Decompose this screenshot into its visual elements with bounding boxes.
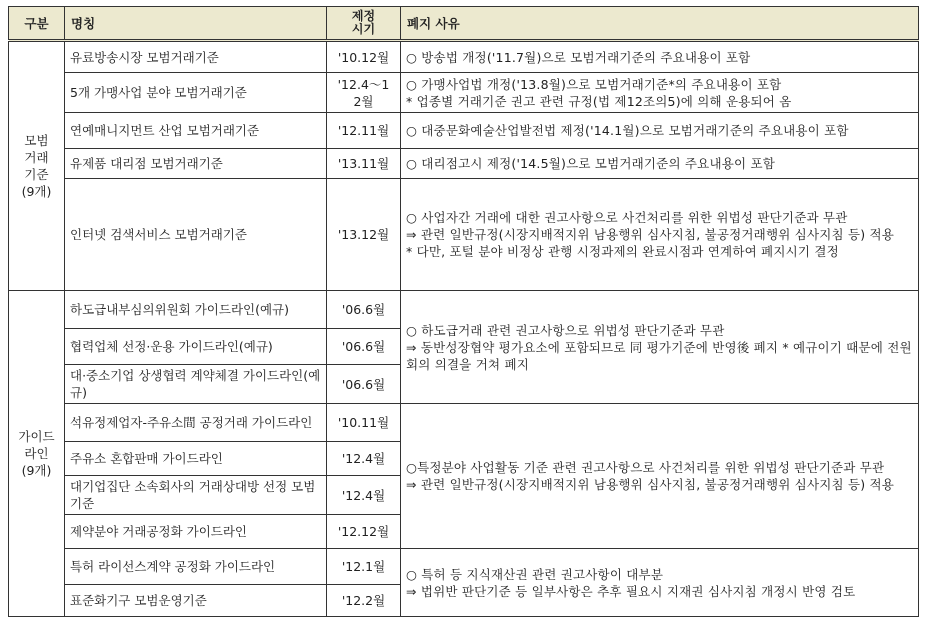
name-cell: 제약분야 거래공정화 가이드라인 — [65, 515, 327, 549]
table-row — [9, 149, 919, 179]
table-row — [9, 404, 919, 442]
date-cell: '06.6월 — [327, 291, 401, 329]
date-cell: '10.11월 — [327, 404, 401, 442]
name-cell: 석유정제업자-주유소間 공정거래 가이드라인 — [65, 404, 327, 442]
date-cell: '13.11월 — [327, 149, 401, 179]
table-row — [9, 549, 919, 585]
date-cell: '12.4～1 2월 — [327, 73, 401, 113]
abolished-standards-table — [8, 6, 919, 617]
reason-cell: ○ 대중문화예술산업발전법 제정('14.1월)으로 모범거래기준의 주요내용이 포함 — [401, 113, 919, 149]
category-cell: 가이드 라인 (9개) — [9, 291, 65, 617]
table-row — [9, 41, 919, 73]
table-row — [9, 179, 919, 291]
date-cell: '12.4월 — [327, 442, 401, 476]
reason-cell: ○ 가맹사업법 개정('13.8월)으로 모범거래기준*의 주요내용이 포함 * 업종별 거래기준 권고 관련 규정(법 제12조의5)에 의해 운용되어 옴 — [401, 73, 919, 113]
name-cell: 인터넷 검색서비스 모범거래기준 — [65, 179, 327, 291]
table-row — [9, 113, 919, 149]
name-cell: 대기업집단 소속회사의 거래상대방 선정 모범기준 — [65, 476, 327, 515]
date-cell: '06.6월 — [327, 365, 401, 404]
reason-cell: ○ 사업자간 거래에 대한 권고사항으로 사건처리를 위한 위법성 판단기준과 무관 ⇒ 관련 일반규정(시장지배적지위 남용행위 심사지침, 불공정거래행위 심사지침 등) 적용 * 다만, 포털 분야 비정상 관행 시정과제의 완료시점과 연계하여 폐지시기 결정 — [401, 179, 919, 291]
header-name: 명칭 — [65, 7, 327, 41]
name-cell: 협력업체 선정·운용 가이드라인(예규) — [65, 329, 327, 365]
date-cell: '12.4월 — [327, 476, 401, 515]
name-cell: 대·중소기업 상생협력 계약체결 가이드라인(예규) — [65, 365, 327, 404]
name-cell: 특허 라이선스계약 공정화 가이드라인 — [65, 549, 327, 585]
name-cell: 연예매니지먼트 산업 모범거래기준 — [65, 113, 327, 149]
date-cell: '12.2월 — [327, 585, 401, 617]
reason-cell: ○ 방송법 개정('11.7월)으로 모범거래기준의 주요내용이 포함 — [401, 41, 919, 73]
name-cell: 표준화기구 모범운영기준 — [65, 585, 327, 617]
reason-cell: ○ 대리점고시 제정('14.5월)으로 모범거래기준의 주요내용이 포함 — [401, 149, 919, 179]
date-cell: '10.12월 — [327, 41, 401, 73]
table-row — [9, 291, 919, 329]
header-category: 구분 — [9, 7, 65, 41]
header-reason: 폐지 사유 — [401, 7, 919, 41]
name-cell: 유료방송시장 모범거래기준 — [65, 41, 327, 73]
table-row — [9, 73, 919, 113]
header-date: 제정 시기 — [327, 7, 401, 41]
name-cell: 주유소 혼합판매 가이드라인 — [65, 442, 327, 476]
reason-cell: ○특정분야 사업활동 기준 관련 권고사항으로 사건처리를 위한 위법성 판단기준과 무관 ⇒ 관련 일반규정(시장지배적지위 남용행위 심사지침, 불공정거래행위 심사지침 등) 적용 — [401, 404, 919, 549]
name-cell: 하도급내부심의위원회 가이드라인(예규) — [65, 291, 327, 329]
name-cell: 5개 가맹사업 분야 모범거래기준 — [65, 73, 327, 113]
date-cell: '12.1월 — [327, 549, 401, 585]
reason-cell: ○ 하도급거래 관련 권고사항으로 위법성 판단기준과 무관 ⇒ 동반성장협약 평가요소에 포함되므로 同 평가기준에 반영後 폐지 * 예규이기 때문에 전원회의 의결을 거쳐 폐지 — [401, 291, 919, 404]
name-cell: 유제품 대리점 모범거래기준 — [65, 149, 327, 179]
date-cell: '13.12월 — [327, 179, 401, 291]
category-cell: 모범 거래 기준 (9개) — [9, 41, 65, 291]
date-cell: '06.6월 — [327, 329, 401, 365]
reason-cell: ○ 특허 등 지식재산권 관련 권고사항이 대부분 ⇒ 법위반 판단기준 등 일부사항은 추후 필요시 지재권 심사지침 개정시 반영 검토 — [401, 549, 919, 617]
date-cell: '12.12월 — [327, 515, 401, 549]
date-cell: '12.11월 — [327, 113, 401, 149]
